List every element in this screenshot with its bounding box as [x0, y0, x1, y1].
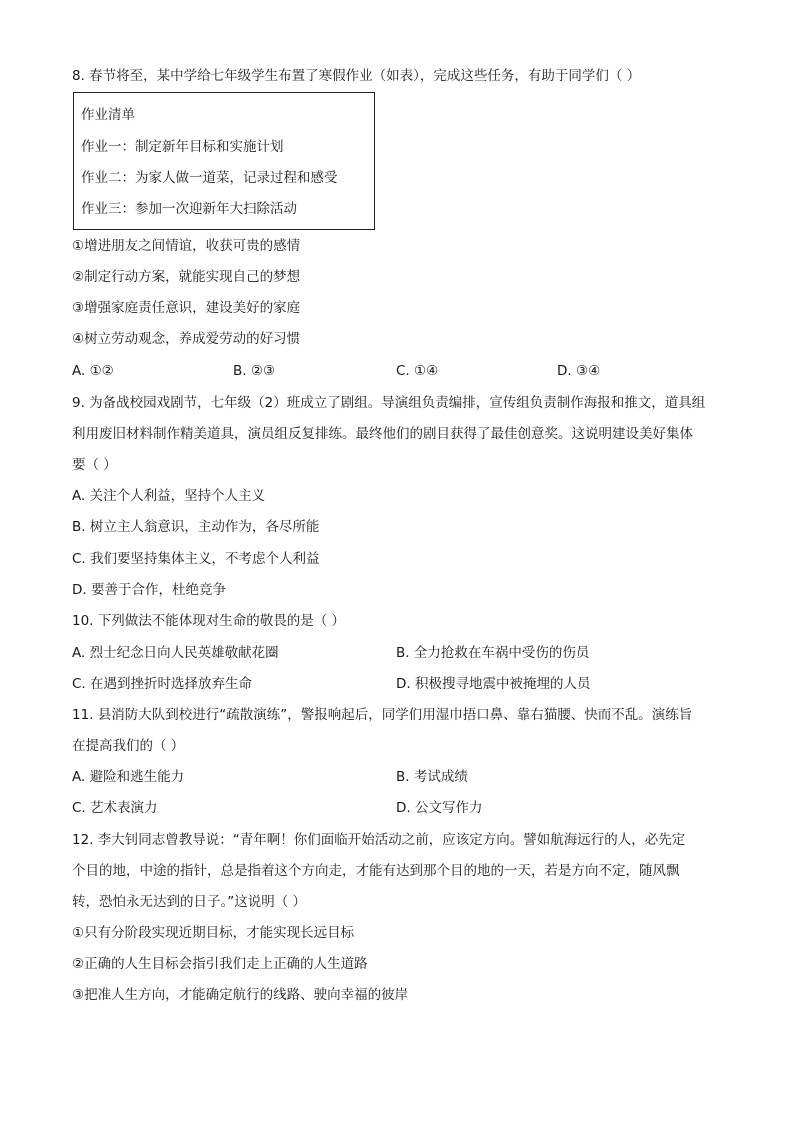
q8-statement-1: ①增进朋友之间情谊，收获可贵的感情 — [72, 238, 301, 254]
q12-stem-line-1: 12. 李大钊同志曾教导说：“青年啊！你们面临开始活动之前，应该定方向。譬如航海远行的人，必先定 — [72, 832, 686, 848]
q9-stem-line-2: 利用废旧材料制作精美道具，演员组反复排练。最终他们的剧目获得了最佳创意奖。这说明建设美好集体 — [72, 426, 693, 442]
q9-option-c: C. 我们要坚持集体主义，不考虑个人利益 — [72, 551, 320, 567]
q12-stem-line-3: 转，恐怕永无达到的日子。”这说明（ ） — [72, 894, 307, 910]
q12-statement-3: ③把准人生方向，才能确定航行的线路、驶向幸福的彼岸 — [72, 987, 409, 1003]
q11-option-d: D. 公文写作力 — [396, 800, 483, 816]
q8-option-d: D. ③④ — [557, 363, 601, 379]
q11-option-a: A. 避险和逃生能力 — [72, 769, 185, 785]
q12-statement-1: ①只有分阶段实现近期目标，才能实现长远目标 — [72, 925, 355, 941]
q10-option-b: B. 全力抢救在车祸中受伤的伤员 — [396, 645, 590, 661]
q8-statement-4: ④树立劳动观念，养成爱劳动的好习惯 — [72, 331, 301, 347]
q8-option-a: A. ①② — [72, 363, 114, 379]
q10-option-c: C. 在遇到挫折时选择放弃生命 — [72, 676, 253, 692]
q12-stem-line-2: 个目的地，中途的指针，总是指着这个方向走，才能有达到那个目的地的一天，若是方向不定，随风飘 — [72, 863, 680, 879]
q12-statement-2: ②正确的人生目标会指引我们走上正确的人生道路 — [72, 956, 368, 972]
q11-option-b: B. 考试成绩 — [396, 769, 468, 785]
q8-statement-3: ③增强家庭责任意识，建设美好的家庭 — [72, 300, 301, 316]
q10-option-a: A. 烈士纪念日向人民英雄敬献花圈 — [72, 645, 279, 661]
q8-option-c: C. ①④ — [396, 363, 439, 379]
q8-table-row-2: 作业二：为家人做一道菜，记录过程和感受 — [81, 170, 338, 186]
q8-table-row-3: 作业三：参加一次迎新年大扫除活动 — [81, 201, 297, 217]
q8-table-title: 作业清单 — [81, 107, 135, 123]
q9-stem-line-3: 要（ ） — [72, 457, 117, 473]
q11-stem-line-1: 11. 县消防大队到校进行“疏散演练”，警报响起后，同学们用湿巾捂口鼻、靠右猫腰、快而不乱。演练旨 — [72, 707, 693, 723]
q11-stem-line-2: 在提高我们的（ ） — [72, 738, 185, 754]
q8-statement-2: ②制定行动方案，就能实现自己的梦想 — [72, 269, 301, 285]
q8-option-b: B. ②③ — [233, 363, 276, 379]
q9-option-d: D. 要善于合作，杜绝竞争 — [72, 582, 226, 598]
q8-homework-table — [73, 92, 375, 230]
q9-option-a: A. 关注个人利益，坚持个人主义 — [72, 488, 266, 504]
q10-option-d: D. 积极搜寻地震中被掩埋的人员 — [396, 676, 591, 692]
q9-stem-line-1: 9. 为备战校园戏剧节，七年级（2）班成立了剧组。导演组负责编排，宣传组负责制作海报和推文，道具组 — [72, 395, 706, 411]
q11-option-c: C. 艺术表演力 — [72, 800, 158, 816]
q8-table-row-1: 作业一：制定新年目标和实施计划 — [81, 139, 284, 155]
q9-option-b: B. 树立主人翁意识，主动作为，各尽所能 — [72, 519, 320, 535]
q10-stem: 10. 下列做法不能体现对生命的敬畏的是（ ） — [72, 613, 346, 629]
q8-stem: 8. 春节将至，某中学给七年级学生布置了寒假作业（如表），完成这些任务，有助于同学们（ ） — [72, 68, 641, 84]
